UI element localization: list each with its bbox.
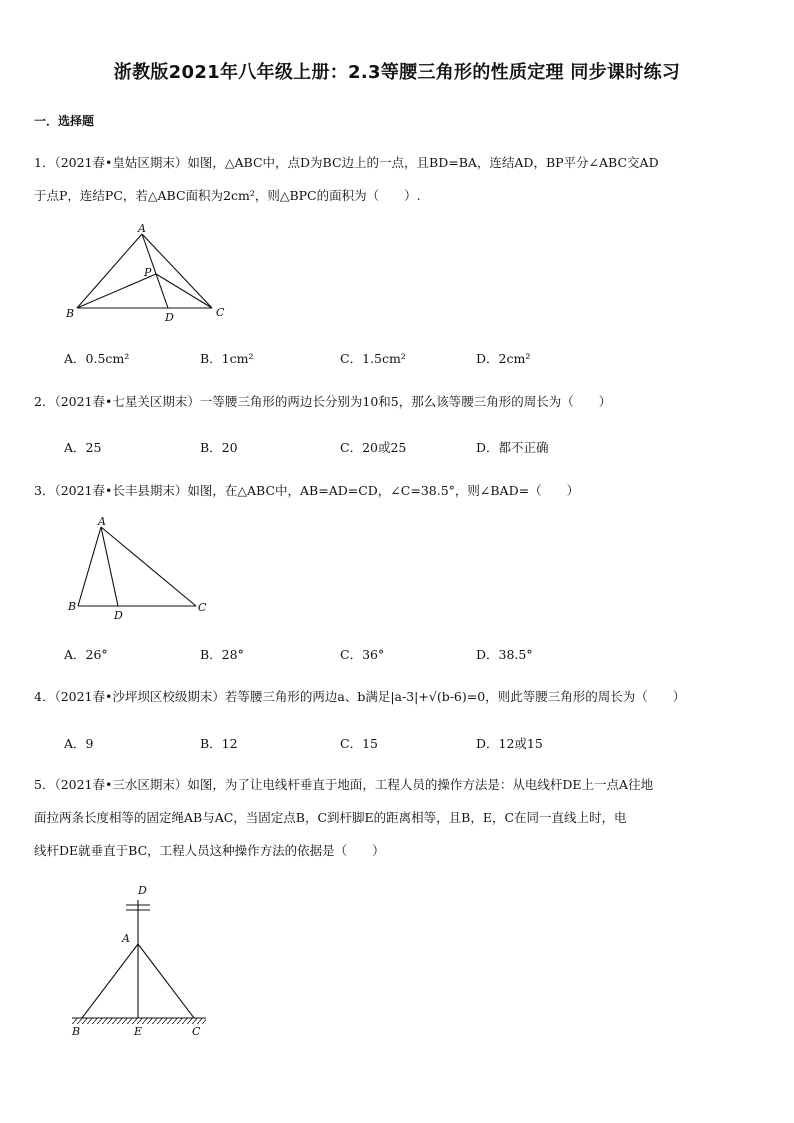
- q3-option-d[interactable]: D．38.5°: [476, 647, 533, 662]
- q1-label-b: B: [66, 307, 75, 320]
- question-5-figure: [64, 878, 224, 1048]
- q1-line-ab: [77, 234, 142, 308]
- q3-label-b: B: [68, 600, 77, 613]
- q1-option-a[interactable]: A．0.5cm²: [64, 351, 130, 366]
- q5-label-a: A: [122, 932, 130, 945]
- q1-label-p: P: [144, 266, 152, 279]
- question-5-line-1: 5．（2021春•三水区期末）如图，为了让电线杆垂直于地面，工程人员的操作方法是：从电线杆DE上一点A往地: [34, 777, 654, 792]
- q5-rope-ac: [138, 944, 194, 1018]
- q5-label-d: D: [138, 884, 147, 897]
- q5-label-e: E: [134, 1025, 143, 1038]
- q3-label-a: A: [98, 515, 106, 528]
- q1-option-b[interactable]: B．1cm²: [200, 351, 254, 366]
- q3-option-c[interactable]: C．36°: [340, 647, 385, 662]
- q1-line-bp: [77, 274, 156, 308]
- q3-label-c: C: [198, 601, 207, 614]
- q3-option-b[interactable]: B．28°: [200, 647, 244, 662]
- question-5-line-2: 面拉两条长度相等的固定绳AB与AC，当固定点B，C到杆脚E的距离相等，且B，E，C在同一直线上时，电: [34, 810, 627, 825]
- page-title: 浙教版2021年八年级上册：2.3等腰三角形的性质定理 同步课时练习: [113, 62, 681, 83]
- q2-option-a[interactable]: A．25: [64, 440, 102, 455]
- q2-option-d[interactable]: D．都不正确: [476, 440, 549, 455]
- q1-label-d: D: [165, 311, 174, 324]
- q4-option-a[interactable]: A．9: [64, 736, 94, 751]
- question-4-line-1: 4．（2021春•沙坪坝区校级期末）若等腰三角形的两边a、b满足|a-3|+√(b-6)=0，则此等腰三角形的周长为（ ）: [34, 689, 686, 704]
- question-3-line-1: 3．（2021春•长丰县期末）如图，在△ABC中，AB=AD=CD，∠C=38.5°，则∠BAD=（ ）: [34, 483, 580, 498]
- q2-option-c[interactable]: C．20或25: [340, 440, 407, 455]
- section-heading: 一．选择题: [34, 114, 95, 128]
- q5-label-c: C: [192, 1025, 201, 1038]
- q5-ground-hatch: [72, 1018, 206, 1024]
- q1-option-c[interactable]: C．1.5cm²: [340, 351, 406, 366]
- question-1-line-1: 1．（2021春•皇姑区期末）如图，△ABC中，点D为BC边上的一点，且BD=BA，连结AD，BP平分∠ABC交AD: [34, 155, 659, 170]
- q4-option-b[interactable]: B．12: [200, 736, 238, 751]
- q2-option-b[interactable]: B．20: [200, 440, 238, 455]
- question-1-figure: [60, 222, 240, 327]
- q3-option-a[interactable]: A．26°: [64, 647, 108, 662]
- question-1-line-2: 于点P，连结PC，若△ABC面积为2cm²，则△BPC的面积为（ ）.: [34, 188, 421, 203]
- q3-line-ab: [78, 527, 101, 606]
- question-3-figure: [64, 515, 214, 625]
- q4-option-c[interactable]: C．15: [340, 736, 378, 751]
- question-5-line-3: 线杆DE就垂直于BC，工程人员这种操作方法的依据是（ ）: [34, 843, 385, 858]
- q1-line-ac: [142, 234, 212, 308]
- question-2-line-1: 2．（2021春•七星关区期末）一等腰三角形的两边长分别为10和5，那么该等腰三角形的周长为（ ）: [34, 394, 612, 409]
- q3-label-d: D: [114, 609, 123, 622]
- q1-option-d[interactable]: D．2cm²: [476, 351, 531, 366]
- q1-label-a: A: [138, 222, 146, 235]
- q4-option-d[interactable]: D．12或15: [476, 736, 543, 751]
- q5-label-b: B: [72, 1025, 81, 1038]
- q1-label-c: C: [216, 306, 225, 319]
- q5-rope-ab: [82, 944, 138, 1018]
